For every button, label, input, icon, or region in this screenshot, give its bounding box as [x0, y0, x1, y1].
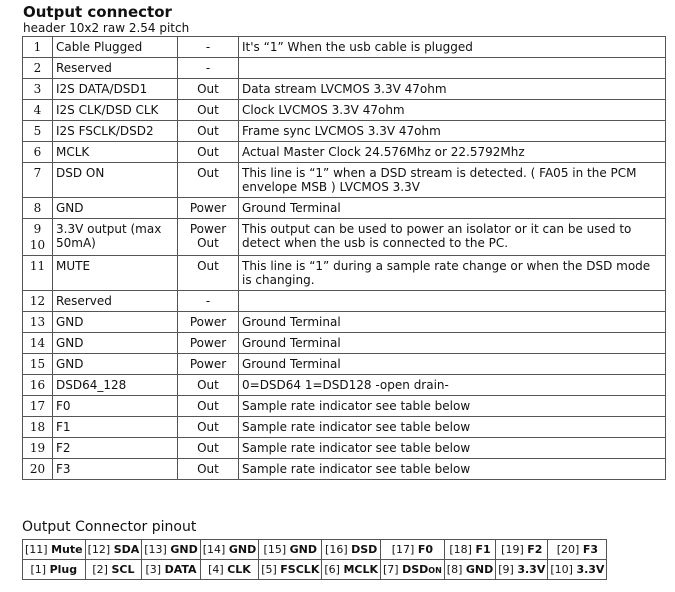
table-row [23, 58, 666, 79]
pinout-number: [8] [446, 563, 463, 576]
table-row [23, 37, 666, 58]
pin-number-cell [23, 219, 53, 256]
pinout-number: [16] [325, 543, 348, 556]
direction-value: Power [189, 222, 227, 236]
pinout-number: [11] [25, 543, 48, 556]
pin-number: 10 [29, 238, 46, 252]
pinout-cell [548, 560, 607, 580]
pinout-cell [496, 540, 548, 560]
pinout-label: GND [289, 543, 317, 556]
description-cell: Actual Master Clock 24.576Mhz or 22.5792Mhz [239, 142, 666, 163]
signal-name-cell: GND [53, 333, 178, 354]
table-row [23, 219, 666, 256]
pinout-number: [9] [498, 563, 514, 576]
pinout-cell [322, 560, 381, 580]
pin-number-cell: 4 [23, 100, 53, 121]
pinout-number: [10] [550, 563, 573, 576]
description-cell: Frame sync LVCMOS 3.3V 47ohm [239, 121, 666, 142]
signal-name-cell: Reserved [53, 58, 178, 79]
pinout-label: F1 [475, 543, 491, 556]
table-row [23, 438, 666, 459]
pinout-label: F3 [582, 543, 599, 556]
pinout-label: 3.3V [576, 563, 605, 576]
page-subtitle: header 10x2 raw 2.54 pitch [23, 21, 190, 35]
description-cell: This output can be used to power an isolator or it can be used to detect when the usb is connected to the PC. [239, 219, 666, 256]
pinout-cell [548, 540, 607, 560]
signal-name-cell: I2S FSCLK/DSD2 [53, 121, 178, 142]
direction-value: Out [197, 236, 219, 250]
pinout-cell [200, 540, 258, 560]
table-row [23, 198, 666, 219]
table-row [23, 417, 666, 438]
table-row [23, 256, 666, 291]
pinout-number: [14] [202, 543, 226, 556]
pin-number-cell: 1 [23, 37, 53, 58]
description-cell [239, 291, 666, 312]
description-cell: This line is “1” during a sample rate change or when the DSD mode is changing. [239, 256, 666, 291]
pinout-cell [85, 560, 142, 580]
pin-number-cell: 13 [23, 312, 53, 333]
pinout-number: [1] [30, 563, 47, 576]
pinout-number: [19] [501, 543, 524, 556]
pinout-number: [5] [261, 563, 277, 576]
table-row [23, 79, 666, 100]
table-row [23, 100, 666, 121]
pinout-label: CLK [227, 563, 251, 576]
description-cell: Data stream LVCMOS 3.3V 47ohm [239, 79, 666, 100]
direction-cell: Out [178, 79, 239, 100]
pin-number: 9 [33, 222, 42, 236]
table-row [23, 121, 666, 142]
direction-cell: Out [178, 256, 239, 291]
pin-number-cell: 2 [23, 58, 53, 79]
pinout-cell [381, 560, 445, 580]
direction-cell: Out [178, 121, 239, 142]
description-cell: 0=DSD64 1=DSD128 -open drain- [239, 375, 666, 396]
table-row [23, 396, 666, 417]
pinout-cell [496, 560, 548, 580]
description-cell: Clock LVCMOS 3.3V 47ohm [239, 100, 666, 121]
pin-number-cell: 6 [23, 142, 53, 163]
pinout-label: DATA [164, 563, 197, 576]
pinout-label: F0 [417, 543, 434, 556]
pinout-cell [259, 560, 322, 580]
table-row [23, 354, 666, 375]
pin-number-cell: 8 [23, 198, 53, 219]
pinout-label: DSD [402, 563, 429, 576]
pinout-number: [18] [449, 543, 472, 556]
signal-name-cell: 3.3V output (max 50mA) [53, 219, 178, 256]
signal-name-cell: F2 [53, 438, 178, 459]
description-cell: Ground Terminal [239, 312, 666, 333]
pin-number-cell: 3 [23, 79, 53, 100]
pinout-cell [142, 540, 200, 560]
signal-name-cell: F3 [53, 459, 178, 480]
signal-name-cell: F0 [53, 396, 178, 417]
direction-cell: - [178, 58, 239, 79]
pinout-number: [13] [144, 543, 167, 556]
pinout-cell [200, 560, 258, 580]
direction-cell: Out [178, 417, 239, 438]
pinout-label: GND [465, 563, 494, 576]
pinout-label: FSCLK [280, 563, 320, 576]
description-cell: Sample rate indicator see table below [239, 459, 666, 480]
pinout-cell [381, 540, 445, 560]
pinout-number: [20] [556, 543, 580, 556]
pinout-label: Plug [49, 563, 78, 576]
signal-name-cell: GND [53, 312, 178, 333]
direction-cell: Power [178, 354, 239, 375]
pinout-number: [15] [263, 543, 287, 556]
direction-cell: Out [178, 396, 239, 417]
pinout-number: [2] [92, 563, 108, 576]
table-row [23, 163, 666, 198]
signal-name-cell: MCLK [53, 142, 178, 163]
direction-cell: Power [178, 333, 239, 354]
pinout-number: [4] [208, 563, 224, 576]
pin-number-cell: 15 [23, 354, 53, 375]
pinout-label: SCL [111, 563, 135, 576]
pin-number-cell: 19 [23, 438, 53, 459]
signal-name-cell: Reserved [53, 291, 178, 312]
description-cell: Sample rate indicator see table below [239, 438, 666, 459]
direction-cell: Out [178, 100, 239, 121]
page-title: Output connector [23, 3, 172, 21]
pin-number-cell: 5 [23, 121, 53, 142]
pinout-number: [7] [383, 563, 399, 576]
signal-name-cell: I2S CLK/DSD CLK [53, 100, 178, 121]
pinout-cell [85, 540, 142, 560]
pinout-label: Mute [51, 543, 83, 556]
table-row [23, 375, 666, 396]
pinout-table [22, 539, 607, 580]
pinout-label: GND [170, 543, 198, 556]
pin-description-table [22, 36, 666, 480]
pinout-row-bottom [23, 560, 607, 580]
pinout-label: GND [228, 543, 257, 556]
pin-number-cell: 16 [23, 375, 53, 396]
pinout-label: SDA [113, 543, 140, 556]
direction-cell [178, 219, 239, 256]
signal-name-cell: GND [53, 198, 178, 219]
signal-name-cell: GND [53, 354, 178, 375]
pinout-label: MCLK [343, 563, 378, 576]
pin-number-cell: 18 [23, 417, 53, 438]
description-cell: Ground Terminal [239, 333, 666, 354]
pinout-label: F2 [527, 543, 543, 556]
direction-cell: Out [178, 375, 239, 396]
direction-cell: Out [178, 163, 239, 198]
description-cell [239, 58, 666, 79]
description-cell: Sample rate indicator see table below [239, 396, 666, 417]
pinout-number: [6] [324, 563, 340, 576]
pin-number-cell: 12 [23, 291, 53, 312]
pinout-cell [444, 540, 495, 560]
pinout-title: Output Connector pinout [22, 519, 197, 535]
pinout-cell [142, 560, 200, 580]
pin-number-cell: 14 [23, 333, 53, 354]
pinout-label: 3.3V [517, 563, 546, 576]
pinout-number: [17] [391, 543, 415, 556]
pinout-number: [12] [87, 543, 111, 556]
signal-name-cell: F1 [53, 417, 178, 438]
table-row [23, 312, 666, 333]
direction-cell: - [178, 37, 239, 58]
pinout-cell [322, 540, 381, 560]
description-cell: Ground Terminal [239, 354, 666, 375]
direction-cell: Out [178, 142, 239, 163]
pinout-label: DSD [351, 543, 378, 556]
pin-number-cell: 20 [23, 459, 53, 480]
table-row [23, 459, 666, 480]
pinout-cell [23, 540, 86, 560]
signal-name-cell: DSD64_128 [53, 375, 178, 396]
pin-number-cell: 17 [23, 396, 53, 417]
signal-name-cell: MUTE [53, 256, 178, 291]
pinout-cell [259, 540, 322, 560]
description-cell: Sample rate indicator see table below [239, 417, 666, 438]
table-row [23, 333, 666, 354]
pinout-row-top [23, 540, 607, 560]
table-row [23, 142, 666, 163]
pinout-label-subscript: ON [428, 566, 442, 575]
direction-cell: Out [178, 459, 239, 480]
direction-cell: - [178, 291, 239, 312]
pin-description-body [23, 37, 666, 480]
pinout-cell [23, 560, 86, 580]
description-cell: Ground Terminal [239, 198, 666, 219]
pinout-cell [444, 560, 495, 580]
direction-cell: Power [178, 198, 239, 219]
signal-name-cell: DSD ON [53, 163, 178, 198]
direction-cell: Out [178, 438, 239, 459]
description-cell: This line is “1” when a DSD stream is detected. ( FA05 in the PCM envelope MSB ) LVCMOS 3.3V [239, 163, 666, 198]
table-row [23, 291, 666, 312]
pinout-number: [3] [145, 563, 162, 576]
direction-cell: Power [178, 312, 239, 333]
pin-number-cell: 7 [23, 163, 53, 198]
description-cell: It's “1” When the usb cable is plugged [239, 37, 666, 58]
signal-name-cell: I2S DATA/DSD1 [53, 79, 178, 100]
pin-number-cell: 11 [23, 256, 53, 291]
signal-name-cell: Cable Plugged [53, 37, 178, 58]
